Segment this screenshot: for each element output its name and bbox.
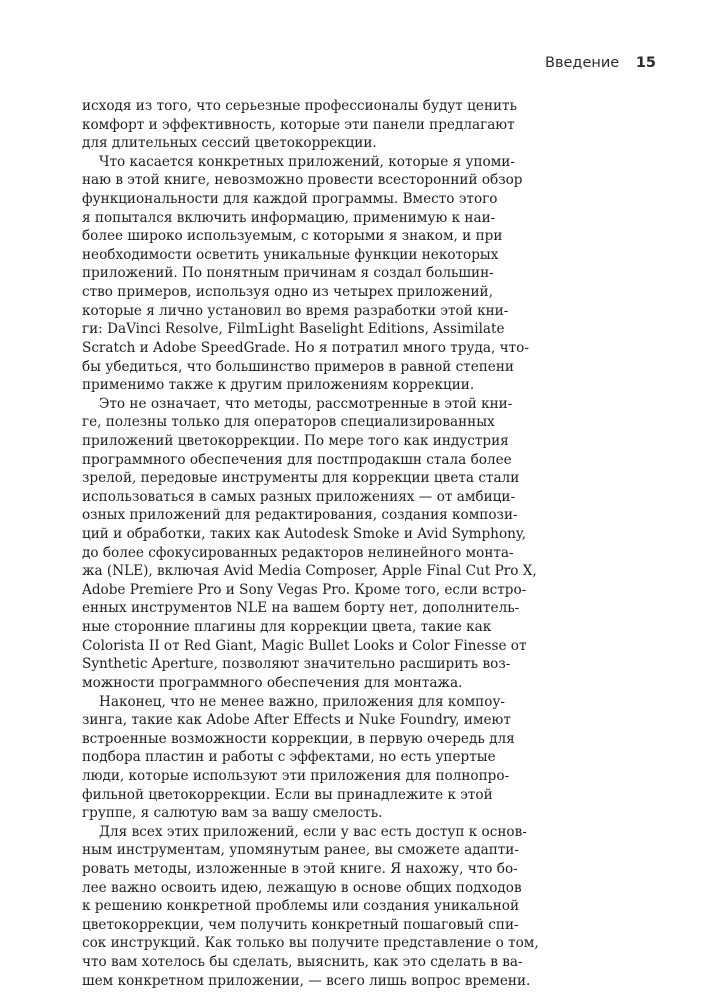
text-line: Synthetic Aperture, позволяют значительно расширить воз- [82, 656, 511, 673]
text-line: Adobe Premiere Pro и Sony Vegas Pro. Кроме того, если встро- [82, 581, 527, 598]
text-line: озных приложений для редактирования, создания компози- [82, 507, 518, 524]
text-line: до более сфокусированных редакторов нелинейного монта- [82, 544, 514, 561]
text-line: жа (NLE), включая Avid Media Composer, Apple Final Cut Pro X, [82, 563, 537, 580]
text-line: лее важно освоить идею, лежащую в основе общих подходов [82, 879, 522, 896]
text-line: ге, полезны только для операторов специализированных [82, 414, 495, 431]
section-title: Введение [545, 55, 620, 71]
text-line: приложений. По понятным причинам я создал большин- [82, 265, 494, 282]
text-line: встроенные возможности коррекции, в первую очередь для [82, 730, 515, 747]
text-line: ций и обработки, таких как Autodesk Smoke и Avid Symphony, [82, 526, 527, 543]
text-line: к решению конкретной проблемы или создания уникальной [82, 898, 520, 915]
text-line: я попытался включить информацию, применимую к наи- [82, 209, 496, 226]
text-line: Для всех этих приложений, если у вас есть доступ к основ- [99, 823, 527, 840]
text-line: фильной цветокоррекции. Если вы принадлежите к этой [82, 786, 493, 803]
text-line: исходя из того, что серьезные профессионалы будут ценить [82, 98, 517, 114]
text-line: Colorista II от Red Giant, Magic Bullet Looks и Color Finesse от [82, 637, 527, 654]
text-line: применимо также к другим приложениям коррекции. [82, 377, 475, 394]
text-line: программного обеспечения для постпродакшн стала более [82, 451, 512, 468]
text-line: ги: DaVinci Resolve, FilmLight Baselight Editions, Assimilate [82, 321, 505, 338]
text-line: ным инструментам, упомянутым ранее, вы сможете адапти- [82, 842, 519, 859]
text-line: Это не означает, что методы, рассмотренные в этой кни- [99, 395, 513, 412]
text-line: сок инструкций. Как только вы получите представление о том, [82, 935, 539, 952]
body-text [82, 97, 539, 990]
text-line: комфорт и эффективность, которые эти панели предлагают [82, 116, 515, 133]
text-line: зинга, такие как Adobe After Effects и Nuke Foundry, имеют [82, 712, 511, 729]
text-line: подбора пластин и работы с эффектами, но есть упертые [82, 749, 496, 766]
text-line: цветокоррекции, чем получить конкретный пошаговый спи- [82, 916, 519, 933]
text-line: для длительных сессий цветокоррекции. [82, 135, 377, 152]
text-line: ные сторонние плагины для коррекции цвета, такие как [82, 619, 492, 636]
text-line: наю в этой книге, невозможно провести всесторонний обзор [82, 172, 523, 189]
text-line: Что касается конкретных приложений, которые я упоми- [99, 153, 515, 170]
text-line: ровать методы, изложенные в этой книге. Я нахожу, что бо- [82, 860, 518, 877]
text-line: более широко используемым, с которыми я знаком, и при [82, 228, 503, 245]
text-line: зрелой, передовые инструменты для коррекции цвета стали [82, 470, 520, 487]
text-line: ство примеров, используя одно из четырех приложений, [82, 284, 493, 301]
text-line: енных инструментов NLE на вашем борту нет, дополнитель- [82, 600, 520, 617]
running-header [545, 54, 656, 72]
text-line: использоваться в самых разных приложениях — от амбици- [82, 488, 516, 505]
text-line: которые я лично установил во время разработки этой кни- [82, 302, 509, 319]
page-number: 15 [635, 55, 656, 71]
text-line: приложений цветокоррекции. По мере того как индустрия [82, 432, 509, 449]
text-line: группе, я салютую вам за вашу смелость. [82, 805, 383, 822]
text-line: шем конкретном приложении, — всего лишь вопрос времени. [82, 972, 531, 989]
text-line: что вам хотелось бы сделать, выяснить, как это сделать в ва- [82, 954, 523, 971]
text-line: функциональности для каждой программы. Вместо этого [82, 191, 498, 208]
text-line: можности программного обеспечения для монтажа. [82, 674, 463, 691]
text-line: необходимости осветить уникальные функции некоторых [82, 246, 499, 263]
text-line: люди, которые используют эти приложения для полнопро- [82, 767, 510, 784]
text-line: бы убедиться, что большинство примеров в равной степени [82, 358, 514, 375]
text-line: Наконец, что не менее важно, приложения для компоу- [99, 693, 506, 710]
text-line: Scratch и Adobe SpeedGrade. Но я потратил много труда, что- [82, 339, 529, 356]
